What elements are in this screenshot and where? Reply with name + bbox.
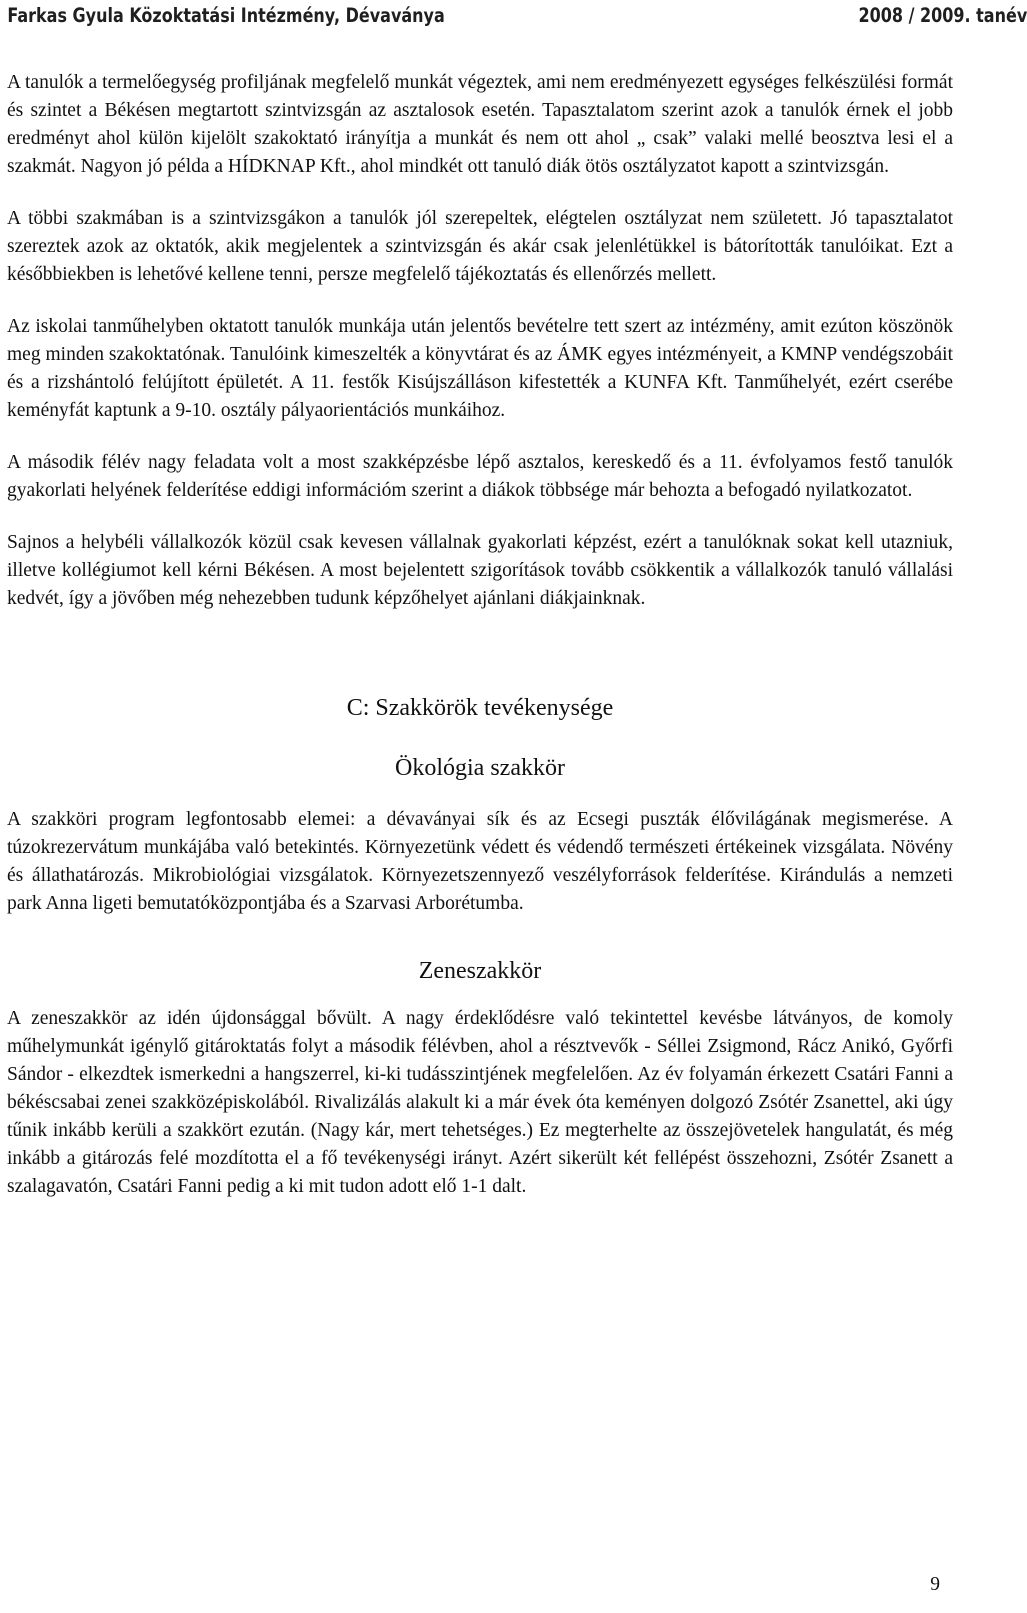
- paragraph-other-trades: A többi szakmában is a szintvizsgákon a tanulók jól szerepeltek, elégtelen osztályzat nem született. Jó tapasztalatot szereztek azok az oktatók, akik megjelentek a szintvizsgán és akár csak jelenlétükkel is bátorították tanulóikat. Ezt a későbbiekben is lehetővé kellene tenni, persze megfelelő tájékoztatás és ellenőrzés mellett.: [7, 208, 953, 285]
- paragraph-workshop-income: Az iskolai tanműhelyben oktatott tanulók munkája után jelentős bevételre tett szert az intézmény, amit ezúton köszönök meg minden szakoktatónak. Tanulóink kimeszelték a könyvtárat és az ÁMK egyes intézményeit, a KMNP vendégszobáit és a rizshántoló felújított épületét. A 11. festők Kisújszálláson kifestették a KUNFA Kft. Tanműhelyét, ezért cserébe keményfát kaptunk a 9-10. osztály pályaorientációs munkáihoz.: [7, 316, 953, 421]
- page-number: 9: [930, 1574, 940, 1595]
- subsection-title-music: Zeneszakkör: [418, 958, 542, 984]
- subsection-title-ecology: Ökológia szakkör: [395, 755, 565, 781]
- paragraph-szintvizsga-results: A tanulók a termelőegység profiljának megfelelő munkát végeztek, ami nem eredményezett egységes felkészülési formát és szintet a Békésen megtartott szintvizsgán az asztalosok esetén. Tapasztalatom szerint azok a tanulók érnek el jobb eredményt ahol külön kijelölt szakoktató irányítja a munkát és nem ott ahol „ csak” valaki mellé beosztva lesi el a szakmát. Nagyon jó példa a HÍDKNAP Kft., ahol mindkét ott tanuló diák ötös osztályzatot kapott a szintvizsgán.: [7, 72, 953, 177]
- document-body: [7, 69, 953, 1201]
- paragraph-second-semester: A második félév nagy feladata volt a most szakképzésbe lépő asztalos, kereskedő és a 11. évfolyamos festő tanulók gyakorlati helyének felderítése eddigi információm szerint a diákok többsége már behozta a befogadó nyilatkozatot.: [7, 452, 953, 501]
- paragraph-local-businesses: Sajnos a helybéli vállalkozók közül csak kevesen vállalnak gyakorlati képzést, ezért a tanulóknak sokat kell utazniuk, illetve kollégiumot kell kérni Békésen. A most bejelentett szigorítások tovább csökkentik a vállalkozók tanuló vállalási kedvét, így a jövőben még nehezebben tudunk képzőhelyet ajánlani diákjainknak.: [7, 532, 953, 609]
- paragraph-ecology-club: A szakköri program legfontosabb elemei: a dévaványai sík és az Ecsegi puszták élővilágának megismerése. A túzokrezervátum munkájába való betekintés. Környezetünk védett és védendő természeti értékeinek vizsgálata. Növény és állathatározás. Mikrobiológiai vizsgálatok. Környezetszennyező veszélyforrások felderítése. Kirándulás a nemzeti park Anna ligeti bemutatóközpontjába és a Szarvasi Arborétumba.: [7, 809, 953, 914]
- page-header: [0, 0, 1027, 34]
- paragraph-music-club: A zeneszakkör az idén újdonsággal bővült. A nagy érdeklődésre való tekintettel kevésbe látványos, de komoly műhelymunkát igénylő gitároktatás folyt a második félévben, ahol a résztvevők - Séllei Zsigmond, Rácz Anikó, Győrfi Sándor - elkezdtek ismerkedni a hangszerrel, ki-ki tudásszintjének megfelelően. Az év folyamán érkezett Csatári Fanni a békéscsabai zenei szakközépiskolából. Rivalizálás alakult ki a már évek óta keményen dolgozó Zsótér Zsanettel, aki úgy tűnik inkább kerüli a szakkört ezután. (Nagy kár, mert tehetséges.) Ez megterhelte az összejövetelek hangulatát, és még inkább a gitározás felé mozdította el a fő tevékenységi irányt. Azért sikerült két fellépést összehozni, Zsótér Zsanett a szalagavatón, Csatári Fanni pedig a ki mit tudon adott elő 1-1 dalt.: [7, 1008, 953, 1197]
- section-title: C: Szakkörök tevékenysége: [346, 695, 614, 721]
- header-institution: Farkas Gyula Közoktatási Intézmény, Dévaványa: [7, 4, 445, 27]
- header-school-year: 2008 / 2009. tanév: [858, 4, 1027, 27]
